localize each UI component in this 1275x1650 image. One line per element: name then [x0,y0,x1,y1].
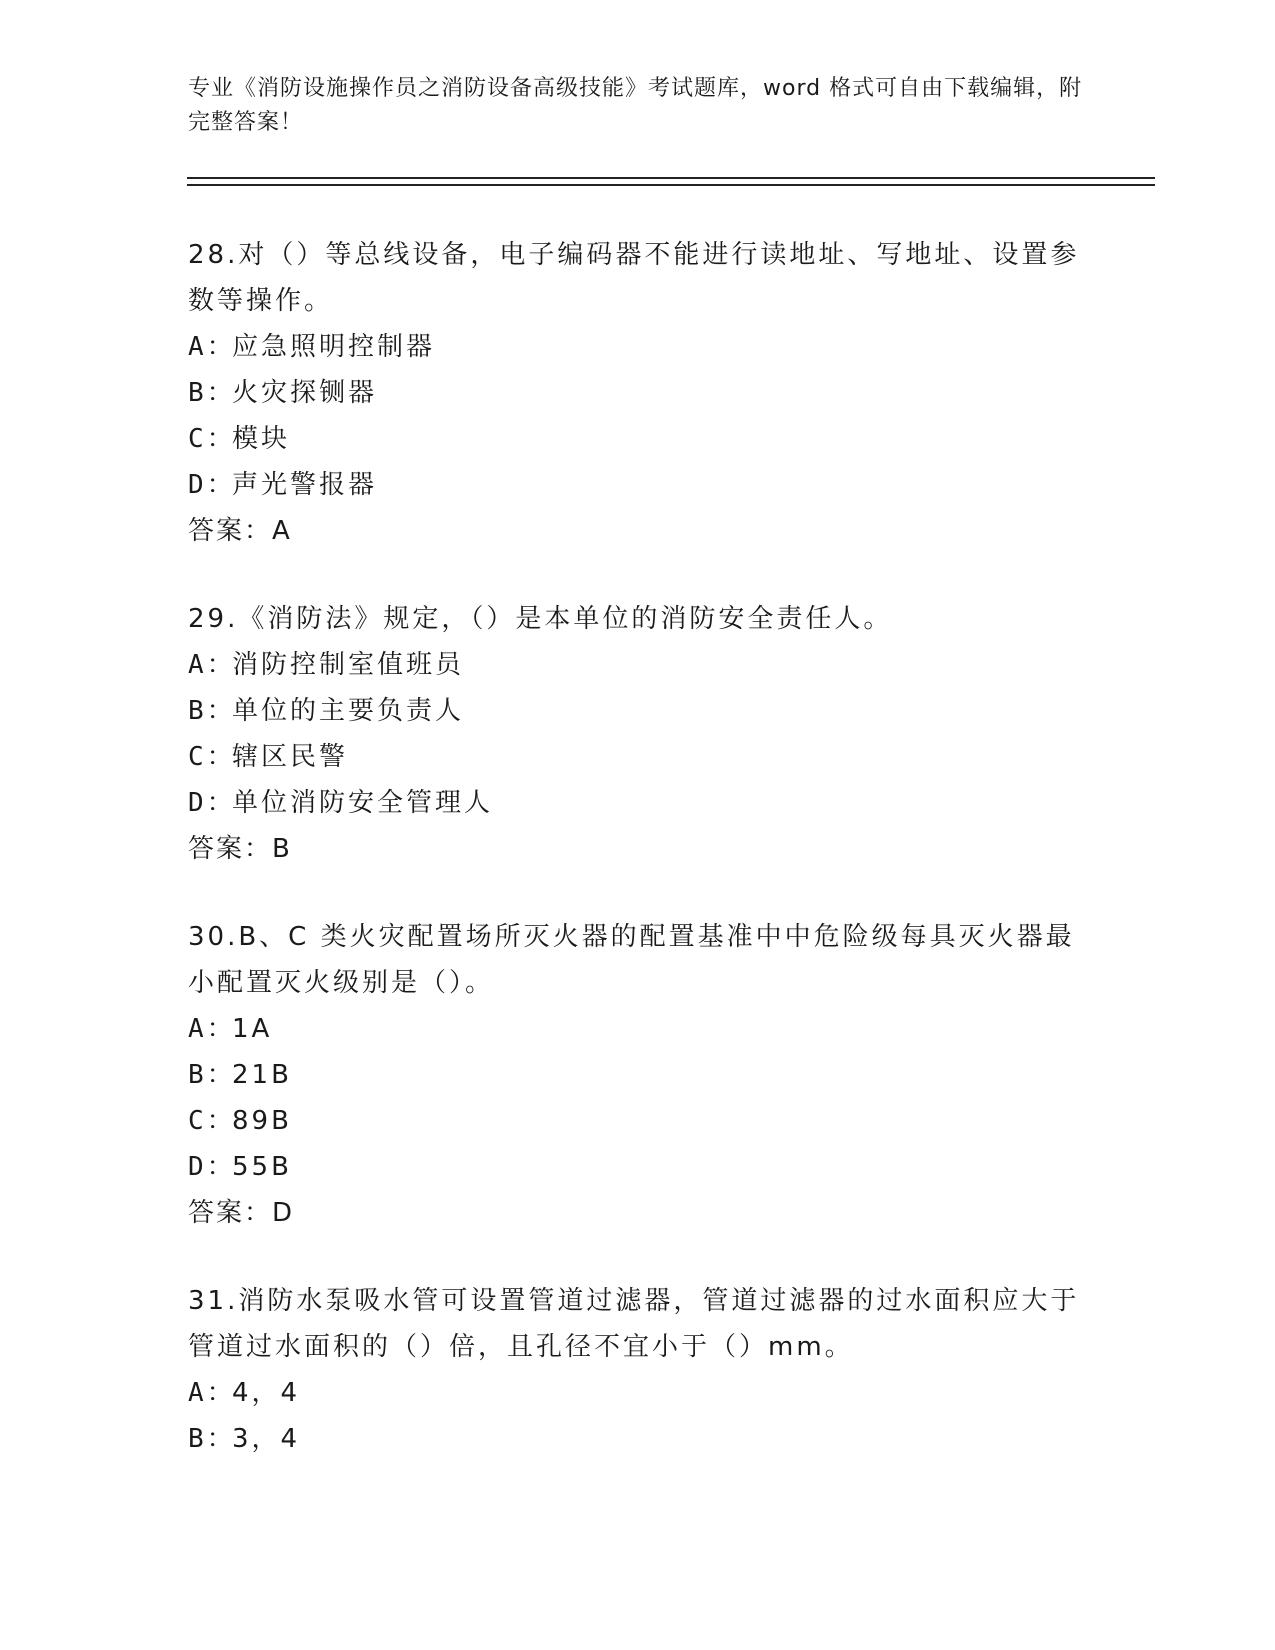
option-text: 21B [232,1060,292,1090]
option-b [188,370,1088,416]
option-letter: B： [188,696,236,726]
option-b [188,688,1088,734]
option-text: 4，4 [232,1378,301,1408]
question-stem: 31.消防水泵吸水管可设置管道过滤器，管道过滤器的过水面积应大于管道过水面积的（）倍，且孔径不宜小于（）mm。 [188,1286,1080,1362]
question-31 [188,1278,1088,1462]
option-letter: A： [188,650,236,680]
option-d [188,1144,1088,1190]
answer-line: 答案：D [188,1198,295,1228]
option-letter: C： [188,1106,236,1136]
header-divider-top [187,177,1155,179]
option-letter: A： [188,1378,236,1408]
option-text: 声光警报器 [232,470,378,500]
option-d [188,780,1088,826]
option-text: 辖区民警 [232,742,349,772]
question-30 [188,914,1088,1236]
option-text: 1A [232,1014,273,1044]
option-a [188,1006,1088,1052]
option-a [188,642,1088,688]
question-28 [188,232,1088,554]
question-list [188,232,1088,1504]
answer-line: 答案：B [188,834,292,864]
option-letter: A： [188,1014,236,1044]
option-letter: A： [188,332,236,362]
question-29 [188,596,1088,872]
option-b [188,1416,1088,1462]
option-c [188,416,1088,462]
question-stem: 30.B、C 类火灾配置场所灭火器的配置基准中中危险级每具灭火器最小配置灭火级别是（）。 [188,922,1075,998]
option-text: 消防控制室值班员 [232,650,465,680]
option-text: 应急照明控制器 [232,332,436,362]
option-a [188,324,1088,370]
option-text: 火灾探铡器 [232,378,378,408]
option-text: 3，4 [232,1424,301,1454]
document-header: 专业《消防设施操作员之消防设备高级技能》考试题库，word 格式可自由下载编辑，附完整答案！ [188,76,1083,135]
answer-line: 答案：A [188,516,292,546]
option-b [188,1052,1088,1098]
option-text: 89B [232,1106,292,1136]
option-text: 55B [232,1152,292,1182]
question-stem: 29.《消防法》规定，（）是本单位的消防安全责任人。 [188,604,893,634]
option-a [188,1370,1088,1416]
question-stem: 28.对（）等总线设备，电子编码器不能进行读地址、写地址、设置参数等操作。 [188,240,1080,316]
option-letter: D： [188,788,236,818]
option-letter: D： [188,470,236,500]
option-c [188,734,1088,780]
option-letter: D： [188,1152,236,1182]
option-letter: B： [188,1060,236,1090]
option-text: 单位消防安全管理人 [232,788,494,818]
option-c [188,1098,1088,1144]
option-letter: B： [188,1424,236,1454]
option-d [188,462,1088,508]
option-letter: B： [188,378,236,408]
header-divider-bottom [187,184,1155,186]
option-letter: C： [188,424,236,454]
option-text: 单位的主要负责人 [232,696,465,726]
option-text: 模块 [232,424,291,454]
option-letter: C： [188,742,236,772]
